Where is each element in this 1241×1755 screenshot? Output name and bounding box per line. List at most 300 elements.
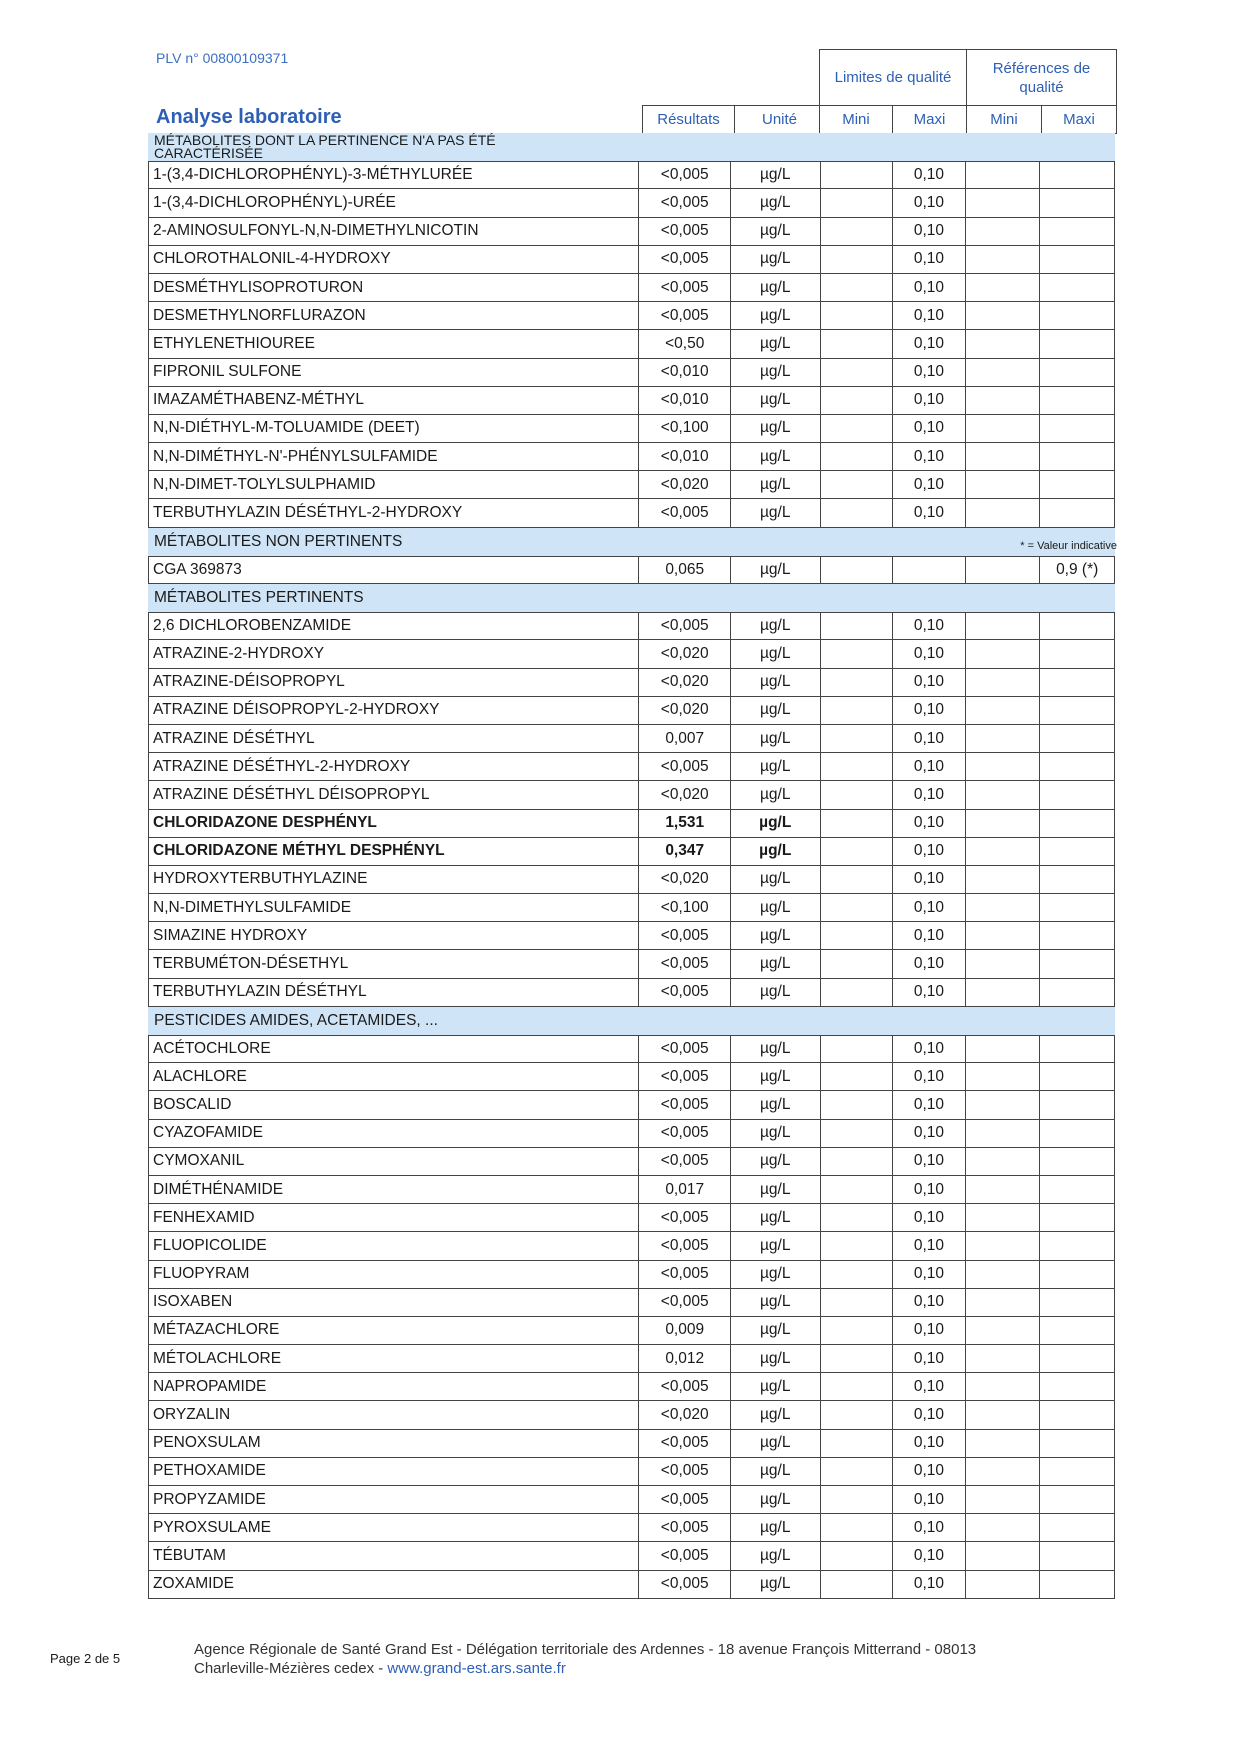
result-value: <0,005 — [639, 950, 731, 978]
table-row — [148, 415, 1115, 443]
table-row — [148, 1232, 1115, 1260]
rq-mini-value — [966, 556, 1041, 584]
lq-mini-value — [821, 612, 894, 640]
table-row — [148, 556, 1115, 584]
lq-mini-value — [821, 1289, 894, 1317]
substance-name: ATRAZINE-2-HYDROXY — [149, 640, 639, 668]
rq-maxi-value — [1040, 612, 1115, 640]
rq-mini-value — [966, 1176, 1041, 1204]
rq-maxi-value — [1040, 640, 1115, 668]
lq-mini-value — [821, 246, 894, 274]
unit-value: µg/L — [731, 499, 821, 527]
unit-value: µg/L — [731, 1542, 821, 1570]
table-row — [148, 1063, 1115, 1091]
rq-mini-value — [966, 1571, 1041, 1599]
rq-maxi-value — [1040, 302, 1115, 330]
result-value: <0,005 — [639, 612, 731, 640]
result-value: <0,010 — [639, 359, 731, 387]
result-value: <0,005 — [639, 218, 731, 246]
rq-mini-value — [966, 669, 1041, 697]
rq-maxi-value — [1040, 246, 1115, 274]
result-value: <0,020 — [639, 1401, 731, 1429]
lq-mini-value — [821, 697, 894, 725]
unit-value: µg/L — [731, 1373, 821, 1401]
rq-maxi-value — [1040, 1542, 1115, 1570]
rq-mini-value — [966, 753, 1041, 781]
lq-mini-value — [821, 810, 894, 838]
unit-value: µg/L — [731, 640, 821, 668]
lq-mini-value — [821, 1401, 894, 1429]
lq-maxi-value: 0,10 — [893, 866, 966, 894]
rq-mini-value — [966, 838, 1041, 866]
rq-maxi-value — [1040, 1458, 1115, 1486]
rq-mini-value — [966, 1486, 1041, 1514]
lq-mini-value — [821, 669, 894, 697]
lq-mini-value — [821, 218, 894, 246]
footer-line2 — [194, 1659, 976, 1678]
lq-maxi-value: 0,10 — [893, 1120, 966, 1148]
section-header — [148, 528, 1115, 556]
lq-maxi-value: 0,10 — [893, 1345, 966, 1373]
unit-value: µg/L — [731, 838, 821, 866]
substance-name: PROPYZAMIDE — [149, 1486, 639, 1514]
unit-value: µg/L — [731, 753, 821, 781]
rq-maxi-value — [1040, 1176, 1115, 1204]
lq-maxi-value: 0,10 — [893, 894, 966, 922]
unit-value: µg/L — [731, 1232, 821, 1260]
lq-maxi-value: 0,10 — [893, 1091, 966, 1119]
rq-maxi-value — [1040, 1035, 1115, 1063]
table-row — [148, 1571, 1115, 1599]
lq-mini-value — [821, 1204, 894, 1232]
table-row — [148, 330, 1115, 358]
unit-value: µg/L — [731, 1514, 821, 1542]
substance-name: SIMAZINE HYDROXY — [149, 922, 639, 950]
table-row — [148, 725, 1115, 753]
rq-mini-value — [966, 697, 1041, 725]
table-row — [148, 189, 1115, 217]
lq-mini-value — [821, 189, 894, 217]
unit-value: µg/L — [731, 471, 821, 499]
table-row — [148, 922, 1115, 950]
unit-value: µg/L — [731, 1458, 821, 1486]
col-resultats: Résultats — [642, 105, 735, 134]
lq-maxi-value: 0,10 — [893, 922, 966, 950]
section-note: * = Valeur indicative — [1020, 539, 1117, 552]
result-value: <0,005 — [639, 1486, 731, 1514]
rq-mini-value — [966, 387, 1041, 415]
rq-maxi-value — [1040, 1486, 1115, 1514]
result-value: 0,065 — [639, 556, 731, 584]
result-value: <0,005 — [639, 753, 731, 781]
table-row — [148, 1373, 1115, 1401]
rq-mini-value — [966, 922, 1041, 950]
substance-name: 2-AMINOSULFONYL-N,N-DIMETHYLNICOTIN — [149, 218, 639, 246]
lq-maxi-value: 0,10 — [893, 979, 966, 1007]
rq-mini-value — [966, 1317, 1041, 1345]
substance-name: ATRAZINE-DÉISOPROPYL — [149, 669, 639, 697]
col-unite: Unité — [734, 105, 825, 134]
rq-mini-value — [966, 161, 1041, 189]
lq-mini-value — [821, 640, 894, 668]
lq-mini-value — [821, 443, 894, 471]
lq-maxi-value: 0,10 — [893, 725, 966, 753]
unit-value: µg/L — [731, 415, 821, 443]
unit-value: µg/L — [731, 979, 821, 1007]
unit-value: µg/L — [731, 1120, 821, 1148]
rq-mini-value — [966, 246, 1041, 274]
result-value: 0,009 — [639, 1317, 731, 1345]
substance-name: ATRAZINE DÉSÉTHYL — [149, 725, 639, 753]
substance-name: TERBUTHYLAZIN DÉSÉTHYL-2-HYDROXY — [149, 499, 639, 527]
lq-mini-value — [821, 753, 894, 781]
footer-line1: Agence Régionale de Santé Grand Est - Délégation territoriale des Ardennes - 18 avenue François Mitterrand - 08013 — [194, 1641, 977, 1658]
result-value: <0,005 — [639, 1148, 731, 1176]
unit-value: µg/L — [731, 1261, 821, 1289]
rq-maxi-value — [1040, 1204, 1115, 1232]
substance-name: CHLORIDAZONE DESPHÉNYL — [149, 810, 639, 838]
unit-value: µg/L — [731, 697, 821, 725]
substance-name: FLUOPYRAM — [149, 1261, 639, 1289]
table-row — [148, 640, 1115, 668]
lq-mini-value — [821, 556, 894, 584]
lq-maxi-value: 0,10 — [893, 1430, 966, 1458]
rq-mini-value — [966, 1091, 1041, 1119]
rq-maxi-value — [1040, 330, 1115, 358]
table-row — [148, 1176, 1115, 1204]
lq-maxi-value: 0,10 — [893, 640, 966, 668]
unit-value: µg/L — [731, 302, 821, 330]
rq-mini-value — [966, 218, 1041, 246]
lq-maxi-value: 0,10 — [893, 302, 966, 330]
table-row — [148, 499, 1115, 527]
lq-mini-value — [821, 471, 894, 499]
lq-mini-value — [821, 1571, 894, 1599]
lq-maxi-value: 0,10 — [893, 838, 966, 866]
substance-name: PENOXSULAM — [149, 1430, 639, 1458]
substance-name: MÉTAZACHLORE — [149, 1317, 639, 1345]
footer — [194, 1640, 976, 1678]
substance-name: HYDROXYTERBUTHYLAZINE — [149, 866, 639, 894]
substance-name: ALACHLORE — [149, 1063, 639, 1091]
rq-mini-value — [966, 1401, 1041, 1429]
result-value: <0,005 — [639, 302, 731, 330]
rq-mini-value — [966, 499, 1041, 527]
rq-mini-value — [966, 725, 1041, 753]
rq-maxi-value — [1040, 1091, 1115, 1119]
table-row — [148, 1261, 1115, 1289]
table-row — [148, 1317, 1115, 1345]
lq-maxi-value: 0,10 — [893, 387, 966, 415]
lq-maxi-value: 0,10 — [893, 330, 966, 358]
lq-maxi-value: 0,10 — [893, 810, 966, 838]
result-value: <0,005 — [639, 1289, 731, 1317]
rq-mini-value — [966, 1120, 1041, 1148]
rq-mini-value — [966, 950, 1041, 978]
col-rq-mini: Mini — [966, 105, 1042, 134]
result-value: <0,010 — [639, 387, 731, 415]
lq-maxi-value: 0,10 — [893, 246, 966, 274]
substance-name: CHLORIDAZONE MÉTHYL DESPHÉNYL — [149, 838, 639, 866]
table-row — [148, 161, 1115, 189]
lq-mini-value — [821, 922, 894, 950]
unit-value: µg/L — [731, 1063, 821, 1091]
table-row — [148, 979, 1115, 1007]
lq-maxi-value: 0,10 — [893, 471, 966, 499]
rq-maxi-value — [1040, 1232, 1115, 1260]
unit-value: µg/L — [731, 1035, 821, 1063]
section-header — [148, 1007, 1115, 1035]
substance-name: ETHYLENETHIOUREE — [149, 330, 639, 358]
substance-name: 1-(3,4-DICHLOROPHÉNYL)-3-MÉTHYLURÉE — [149, 161, 639, 189]
rq-maxi-value — [1040, 697, 1115, 725]
lq-mini-value — [821, 1345, 894, 1373]
unit-value: µg/L — [731, 246, 821, 274]
table-row — [148, 1486, 1115, 1514]
rq-mini-value — [966, 810, 1041, 838]
lq-mini-value — [821, 499, 894, 527]
result-value: <0,005 — [639, 1091, 731, 1119]
unit-value: µg/L — [731, 1148, 821, 1176]
rq-maxi-value — [1040, 781, 1115, 809]
rq-maxi-value — [1040, 1063, 1115, 1091]
lq-mini-value — [821, 1317, 894, 1345]
rq-maxi-value — [1040, 894, 1115, 922]
lq-maxi-value: 0,10 — [893, 753, 966, 781]
unit-value: µg/L — [731, 387, 821, 415]
lq-maxi-value: 0,10 — [893, 1261, 966, 1289]
substance-name: PYROXSULAME — [149, 1514, 639, 1542]
table-row — [148, 838, 1115, 866]
unit-value: µg/L — [731, 1486, 821, 1514]
substance-name: ATRAZINE DÉISOPROPYL-2-HYDROXY — [149, 697, 639, 725]
rq-maxi-value — [1040, 1430, 1115, 1458]
rq-maxi-value — [1040, 753, 1115, 781]
result-value: <0,005 — [639, 1204, 731, 1232]
lq-mini-value — [821, 725, 894, 753]
rq-mini-value — [966, 443, 1041, 471]
table-row — [148, 471, 1115, 499]
rq-mini-value — [966, 1542, 1041, 1570]
result-value: <0,010 — [639, 443, 731, 471]
unit-value: µg/L — [731, 922, 821, 950]
lq-maxi-value: 0,10 — [893, 1176, 966, 1204]
substance-name: ATRAZINE DÉSÉTHYL DÉISOPROPYL — [149, 781, 639, 809]
lq-maxi-value: 0,10 — [893, 1458, 966, 1486]
page-title: Analyse laboratoire — [156, 106, 342, 128]
rq-maxi-value — [1040, 443, 1115, 471]
lq-mini-value — [821, 1035, 894, 1063]
rq-mini-value — [966, 781, 1041, 809]
lq-mini-value — [821, 1120, 894, 1148]
table-row — [148, 443, 1115, 471]
lq-maxi-value: 0,10 — [893, 1232, 966, 1260]
lq-maxi-value: 0,10 — [893, 1542, 966, 1570]
unit-value: µg/L — [731, 189, 821, 217]
lq-mini-value — [821, 274, 894, 302]
substance-name: ZOXAMIDE — [149, 1571, 639, 1599]
substance-name: CYAZOFAMIDE — [149, 1120, 639, 1148]
lq-maxi-value: 0,10 — [893, 218, 966, 246]
section-title: MÉTABOLITES NON PERTINENTS — [154, 532, 403, 550]
table-row — [148, 1120, 1115, 1148]
rq-maxi-value — [1040, 810, 1115, 838]
table-row — [148, 894, 1115, 922]
substance-name: CHLOROTHALONIL-4-HYDROXY — [149, 246, 639, 274]
unit-value: µg/L — [731, 1430, 821, 1458]
rq-mini-value — [966, 1289, 1041, 1317]
rq-maxi-value — [1040, 838, 1115, 866]
result-value: <0,020 — [639, 781, 731, 809]
substance-name: TERBUTHYLAZIN DÉSÉTHYL — [149, 979, 639, 1007]
unit-value: µg/L — [731, 866, 821, 894]
unit-value: µg/L — [731, 894, 821, 922]
unit-value: µg/L — [731, 1176, 821, 1204]
substance-name: N,N-DIÉTHYL-M-TOLUAMIDE (DEET) — [149, 415, 639, 443]
rq-mini-value — [966, 979, 1041, 1007]
rq-mini-value — [966, 359, 1041, 387]
substance-name: FLUOPICOLIDE — [149, 1232, 639, 1260]
lq-maxi-value: 0,10 — [893, 1486, 966, 1514]
col-lq-mini: Mini — [819, 105, 893, 134]
lq-mini-value — [821, 781, 894, 809]
rq-mini-value — [966, 1063, 1041, 1091]
substance-name: 2,6 DICHLOROBENZAMIDE — [149, 612, 639, 640]
result-value: <0,005 — [639, 1035, 731, 1063]
table-row — [148, 612, 1115, 640]
section-title: PESTICIDES AMIDES, ACETAMIDES, ... — [154, 1011, 438, 1029]
result-value: <0,005 — [639, 161, 731, 189]
lq-maxi-value: 0,10 — [893, 1514, 966, 1542]
lq-maxi-value: 0,10 — [893, 1063, 966, 1091]
lq-mini-value — [821, 1542, 894, 1570]
table-row — [148, 810, 1115, 838]
table-row — [148, 669, 1115, 697]
rq-mini-value — [966, 330, 1041, 358]
lq-mini-value — [821, 161, 894, 189]
rq-maxi-value — [1040, 1345, 1115, 1373]
lq-maxi-value: 0,10 — [893, 1373, 966, 1401]
result-value: <0,005 — [639, 499, 731, 527]
lq-maxi-value: 0,10 — [893, 697, 966, 725]
lq-mini-value — [821, 1373, 894, 1401]
result-value: <0,020 — [639, 640, 731, 668]
lq-maxi-value — [893, 556, 966, 584]
table-row — [148, 866, 1115, 894]
result-value: <0,50 — [639, 330, 731, 358]
table-row — [148, 697, 1115, 725]
lq-mini-value — [821, 866, 894, 894]
lq-mini-value — [821, 1176, 894, 1204]
result-value: 0,012 — [639, 1345, 731, 1373]
substance-name: TÉBUTAM — [149, 1542, 639, 1570]
lq-mini-value — [821, 415, 894, 443]
substance-name: ORYZALIN — [149, 1401, 639, 1429]
footer-url-link[interactable]: www.grand-est.ars.sante.fr — [387, 1660, 566, 1677]
lq-mini-value — [821, 1063, 894, 1091]
result-value: <0,005 — [639, 1120, 731, 1148]
limites-header: Limites de qualité — [819, 49, 967, 106]
rq-maxi-value — [1040, 499, 1115, 527]
result-value: 0,347 — [639, 838, 731, 866]
table-row — [148, 1401, 1115, 1429]
rq-maxi-value — [1040, 274, 1115, 302]
unit-value: µg/L — [731, 218, 821, 246]
unit-value: µg/L — [731, 810, 821, 838]
unit-value: µg/L — [731, 330, 821, 358]
substance-name: IMAZAMÉTHABENZ-MÉTHYL — [149, 387, 639, 415]
result-value: <0,020 — [639, 669, 731, 697]
rq-mini-value — [966, 1345, 1041, 1373]
lq-mini-value — [821, 1148, 894, 1176]
table-row — [148, 218, 1115, 246]
unit-value: µg/L — [731, 274, 821, 302]
lq-mini-value — [821, 1486, 894, 1514]
lq-maxi-value: 0,10 — [893, 274, 966, 302]
substance-name: ATRAZINE DÉSÉTHYL-2-HYDROXY — [149, 753, 639, 781]
lq-maxi-value: 0,10 — [893, 1401, 966, 1429]
lq-mini-value — [821, 302, 894, 330]
lq-mini-value — [821, 359, 894, 387]
substance-name: PETHOXAMIDE — [149, 1458, 639, 1486]
rq-mini-value — [966, 302, 1041, 330]
rq-maxi-value — [1040, 218, 1115, 246]
result-value: <0,005 — [639, 274, 731, 302]
result-value: <0,100 — [639, 894, 731, 922]
rq-maxi-value — [1040, 1401, 1115, 1429]
table-row — [148, 1204, 1115, 1232]
lq-maxi-value: 0,10 — [893, 161, 966, 189]
unit-value: µg/L — [731, 950, 821, 978]
substance-name: NAPROPAMIDE — [149, 1373, 639, 1401]
unit-value: µg/L — [731, 359, 821, 387]
result-value: <0,100 — [639, 415, 731, 443]
lq-maxi-value: 0,10 — [893, 1204, 966, 1232]
table-row — [148, 1542, 1115, 1570]
substance-name: TERBUMÉTON-DÉSETHYL — [149, 950, 639, 978]
rq-maxi-value — [1040, 1571, 1115, 1599]
rq-maxi-value: 0,9 (*) — [1040, 556, 1115, 584]
rq-mini-value — [966, 415, 1041, 443]
result-value: 0,017 — [639, 1176, 731, 1204]
substance-name: MÉTOLACHLORE — [149, 1345, 639, 1373]
result-value: <0,005 — [639, 1458, 731, 1486]
rq-maxi-value — [1040, 979, 1115, 1007]
lq-maxi-value: 0,10 — [893, 1317, 966, 1345]
substance-name: DESMETHYLNORFLURAZON — [149, 302, 639, 330]
rq-maxi-value — [1040, 1289, 1115, 1317]
lq-maxi-value: 0,10 — [893, 1035, 966, 1063]
lq-maxi-value: 0,10 — [893, 1148, 966, 1176]
result-value: <0,005 — [639, 979, 731, 1007]
rq-maxi-value — [1040, 922, 1115, 950]
lq-mini-value — [821, 838, 894, 866]
substance-name: CYMOXANIL — [149, 1148, 639, 1176]
lq-mini-value — [821, 1458, 894, 1486]
unit-value: µg/L — [731, 612, 821, 640]
rq-maxi-value — [1040, 415, 1115, 443]
substance-name: DIMÉTHÉNAMIDE — [149, 1176, 639, 1204]
section-header — [148, 584, 1115, 612]
rq-maxi-value — [1040, 1317, 1115, 1345]
substance-name: N,N-DIMÉTHYL-N'-PHÉNYLSULFAMIDE — [149, 443, 639, 471]
result-value: <0,005 — [639, 1514, 731, 1542]
section-title: MÉTABOLITES PERTINENTS — [154, 589, 364, 606]
rq-mini-value — [966, 1430, 1041, 1458]
rq-mini-value — [966, 866, 1041, 894]
result-value: <0,005 — [639, 1261, 731, 1289]
col-rq-maxi: Maxi — [1041, 105, 1117, 134]
